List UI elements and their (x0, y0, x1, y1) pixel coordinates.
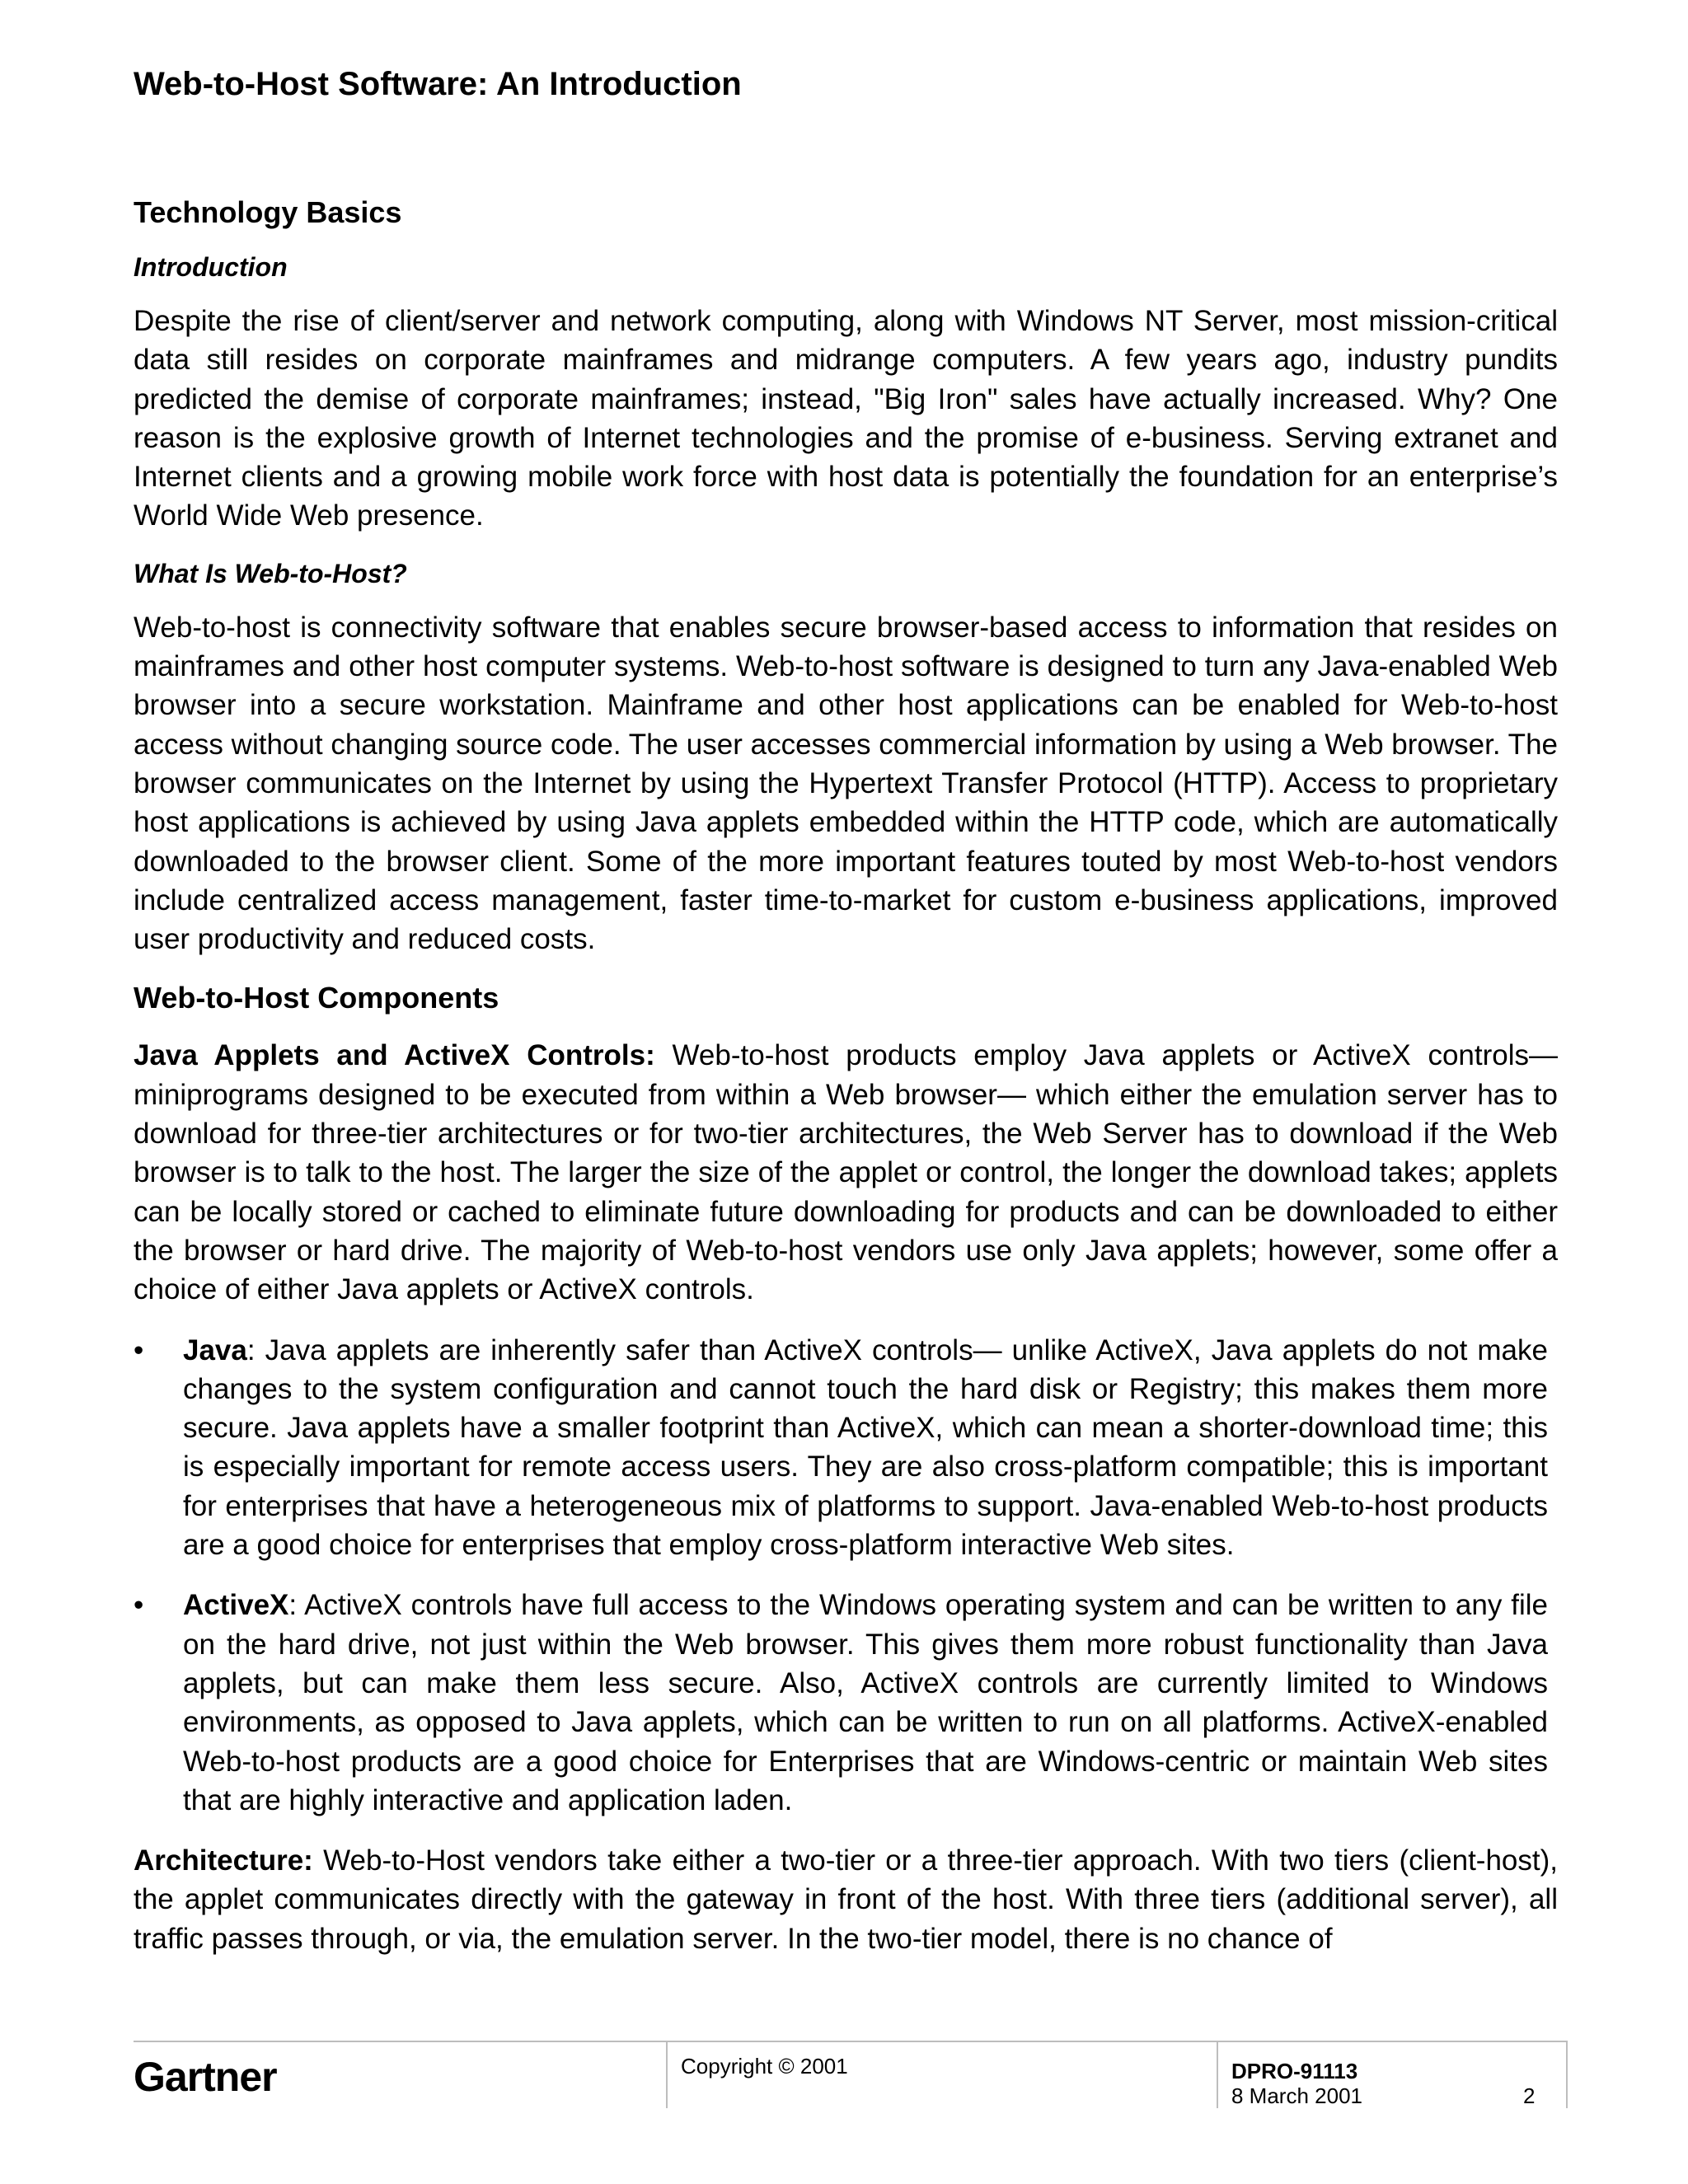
subheading-what-is-web-to-host: What Is Web-to-Host? (134, 558, 407, 588)
footer-copyright: Copyright © 2001 (681, 2054, 848, 2079)
bullet-term-java: Java (183, 1333, 247, 1366)
subheading-introduction: Introduction (134, 252, 288, 282)
paragraph-what-is-web-to-host: Web-to-host is connectivity software that enables secure browser-based access to information that resides on mainframes and other host computer systems. Web-to-host software is designed to turn any Java-enabled Web browser into a secure workstation. Mainframe and other host applications can be enabled for Web-to-host access without changing source code. The user accesses commercial information by using a Web browser. The browser communicates on the Internet by using the Hypertext Transfer Protocol (HTTP). Access to proprietary host applications is achieved by using Java applets embedded within the HTTP code, which are automatically downloaded to the browser client. Some of the more important features touted by most Web-to-host vendors include centralized access management, faster time-to-market for custom e-business applications, improved user productivity and reduced costs. (134, 611, 1558, 956)
bullet-item-activex (134, 1586, 1558, 1820)
footer-page-number: 2 (1523, 2083, 1536, 2108)
applets-lead: Java Applets and ActiveX Controls: (134, 1039, 655, 1072)
document-body (134, 194, 1558, 1980)
footer-document-id: DPRO-91113 (1231, 2059, 1358, 2083)
gartner-logo: Gartner (134, 2054, 277, 2100)
component-bullet-list (134, 1331, 1558, 1821)
bullet-icon: • (134, 1589, 144, 1622)
footer-divider (1566, 2042, 1568, 2108)
footer-date: 8 March 2001 (1231, 2083, 1362, 2108)
page-footer (134, 2041, 1568, 2108)
paragraph-architecture (134, 1841, 1558, 1958)
bullet-term-activex: ActiveX (183, 1589, 289, 1622)
bullet-text-activex: : ActiveX controls have full access to the Windows operating system and can be written to any file on the hard drive, not just within the Web browser. This gives them more robust functionality than Java applets, but can make them less secure. Also, ActiveX controls are currently limited to Windows environments, as opposed to Java applets, which can be written to run on all platforms. ActiveX-enabled Web-to-host products are a good choice for Enterprises that are Windows-centric or maintain Web sites that are highly interactive and application laden. (183, 1589, 1548, 1816)
architecture-lead: Architecture: (134, 1844, 313, 1877)
document-title: Web-to-Host Software: An Introduction (134, 66, 742, 102)
architecture-text: Web-to-Host vendors take either a two-tier or a three-tier approach. With two tiers (client-host), the applet communicates directly with the gateway in front of the host. With three tiers (additional server), all traffic passes through, or via, the emulation server. In the two-tier model, there is no chance of (134, 1844, 1558, 1955)
footer-divider (666, 2042, 668, 2108)
paragraph-introduction: Despite the rise of client/server and network computing, along with Windows NT Server, most mission-critical data still resides on corporate mainframes and midrange computers. A few years ago, industry pundits predicted the demise of corporate mainframes; instead, "Big Iron" sales have actually increased. Why? One reason is the explosive growth of Internet technologies and the promise of e-business. Serving extranet and Internet clients and a growing mobile work force with host data is potentially the foundation for an enterprise’s World Wide Web presence. (134, 305, 1558, 532)
bullet-icon: • (134, 1333, 144, 1366)
footer-divider (1217, 2042, 1218, 2108)
applets-text: Web-to-host products employ Java applets or ActiveX controls— miniprograms designed to be executed from within a Web browser— which either the emulation server has to download for three-tier architectures or for two-tier architectures, the Web Server has to download if the Web browser is to talk to the host. The larger the size of the applet or control, the longer the download takes; applets can be locally stored or cached to eliminate future downloading for products and can be downloaded to either the browser or hard drive. The majority of Web-to-host vendors use only Java applets; however, some offer a choice of either Java applets or ActiveX controls. (134, 1039, 1558, 1306)
bullet-item-java (134, 1331, 1558, 1565)
section-heading-components: Web-to-Host Components (134, 981, 499, 1015)
bullet-text-java: : Java applets are inherently safer than ActiveX controls— unlike ActiveX, Java applets do not make changes to the system configuration and cannot touch the hard disk or Registry; this makes them more secure. Java applets have a smaller footprint than ActiveX, which can mean a shorter-download time; this is especially important for remote access users. They are also cross-platform compatible; this is important for enterprises that have a heterogeneous mix of platforms to support. Java-enabled Web-to-host products are a good choice for enterprises that employ cross-platform interactive Web sites. (183, 1333, 1548, 1562)
paragraph-applets (134, 1036, 1558, 1309)
section-heading-technology-basics: Technology Basics (134, 195, 402, 229)
